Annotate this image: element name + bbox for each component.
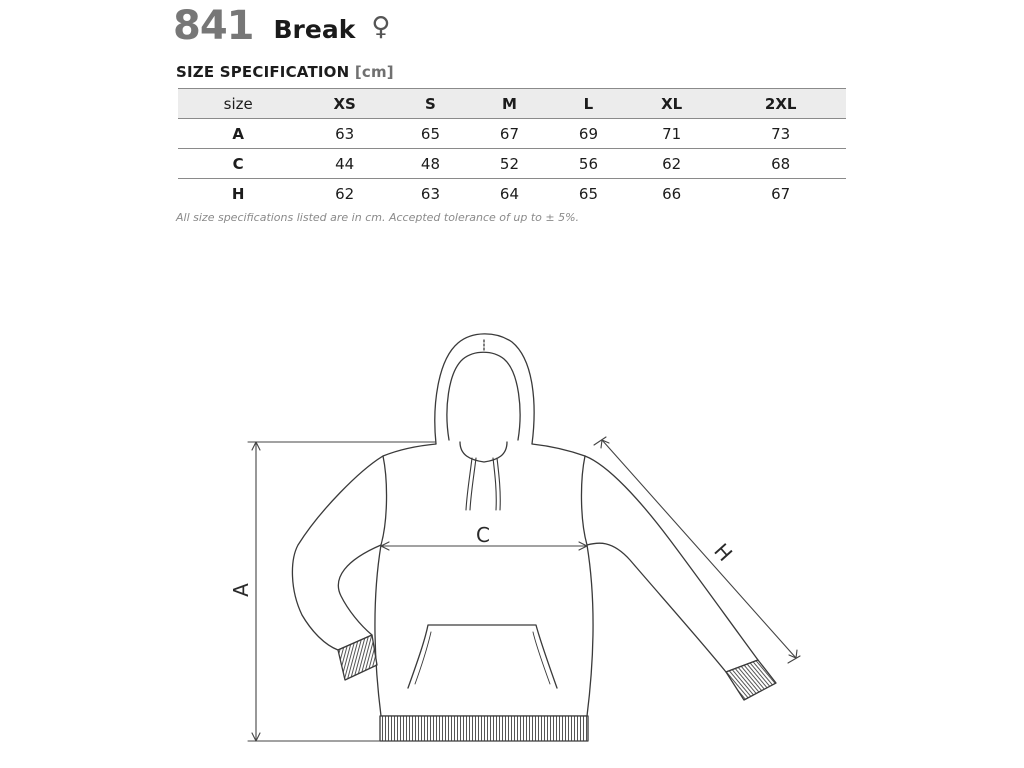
column-header: XS bbox=[298, 89, 391, 119]
table-cell: 66 bbox=[662, 184, 682, 203]
table-cell: 71 bbox=[628, 119, 715, 149]
label-c: C bbox=[476, 523, 490, 547]
column-header: M bbox=[470, 89, 549, 119]
table-cell: 65 bbox=[391, 119, 470, 149]
table-cell: 52 bbox=[470, 149, 549, 179]
female-icon: ♀ bbox=[371, 12, 391, 42]
row-label: C bbox=[178, 149, 298, 179]
label-a: A bbox=[229, 583, 253, 597]
product-code: 841 bbox=[173, 3, 254, 49]
table-cell: 65 bbox=[578, 184, 598, 203]
hoodie-body bbox=[375, 444, 593, 716]
table-cell: 69 bbox=[549, 119, 628, 149]
table-cell: 48 bbox=[391, 149, 470, 179]
row-label: A bbox=[178, 119, 298, 149]
label-h: H bbox=[709, 538, 738, 566]
column-header: L bbox=[549, 89, 628, 119]
spec-title-text: SIZE SPECIFICATION bbox=[176, 63, 350, 81]
bottom-ribbing bbox=[380, 716, 588, 741]
column-header: S bbox=[391, 89, 470, 119]
left-sleeve bbox=[292, 456, 383, 650]
column-header: size bbox=[178, 89, 298, 119]
product-name: Break bbox=[273, 14, 356, 44]
table-cell: 63 bbox=[298, 119, 391, 149]
table-cell: 73 bbox=[715, 119, 846, 149]
table-cell: 62 bbox=[628, 149, 715, 179]
column-header: 2XL bbox=[715, 89, 846, 119]
table-cell: 64 bbox=[499, 184, 519, 203]
table-cell: 62 bbox=[335, 184, 355, 203]
dimension-a bbox=[248, 442, 436, 741]
table-cell: 68 bbox=[715, 149, 846, 179]
column-header: XL bbox=[628, 89, 715, 119]
dimension-h bbox=[594, 437, 800, 663]
table-cell: 44 bbox=[298, 149, 391, 179]
drawstrings bbox=[466, 458, 500, 510]
left-cuff bbox=[338, 635, 377, 680]
spec-unit: [cm] bbox=[354, 63, 394, 81]
right-cuff bbox=[726, 660, 776, 700]
row-label: H bbox=[231, 184, 245, 203]
tolerance-note: All size specifications listed are in cm. Accepted tolerance of up to ± 5%. bbox=[176, 211, 580, 224]
table-cell: 56 bbox=[549, 149, 628, 179]
table-cell: 67 bbox=[470, 119, 549, 149]
right-sleeve bbox=[585, 456, 758, 672]
table-cell: 63 bbox=[420, 184, 440, 203]
hood bbox=[435, 334, 534, 462]
table-cell: 67 bbox=[771, 184, 791, 203]
